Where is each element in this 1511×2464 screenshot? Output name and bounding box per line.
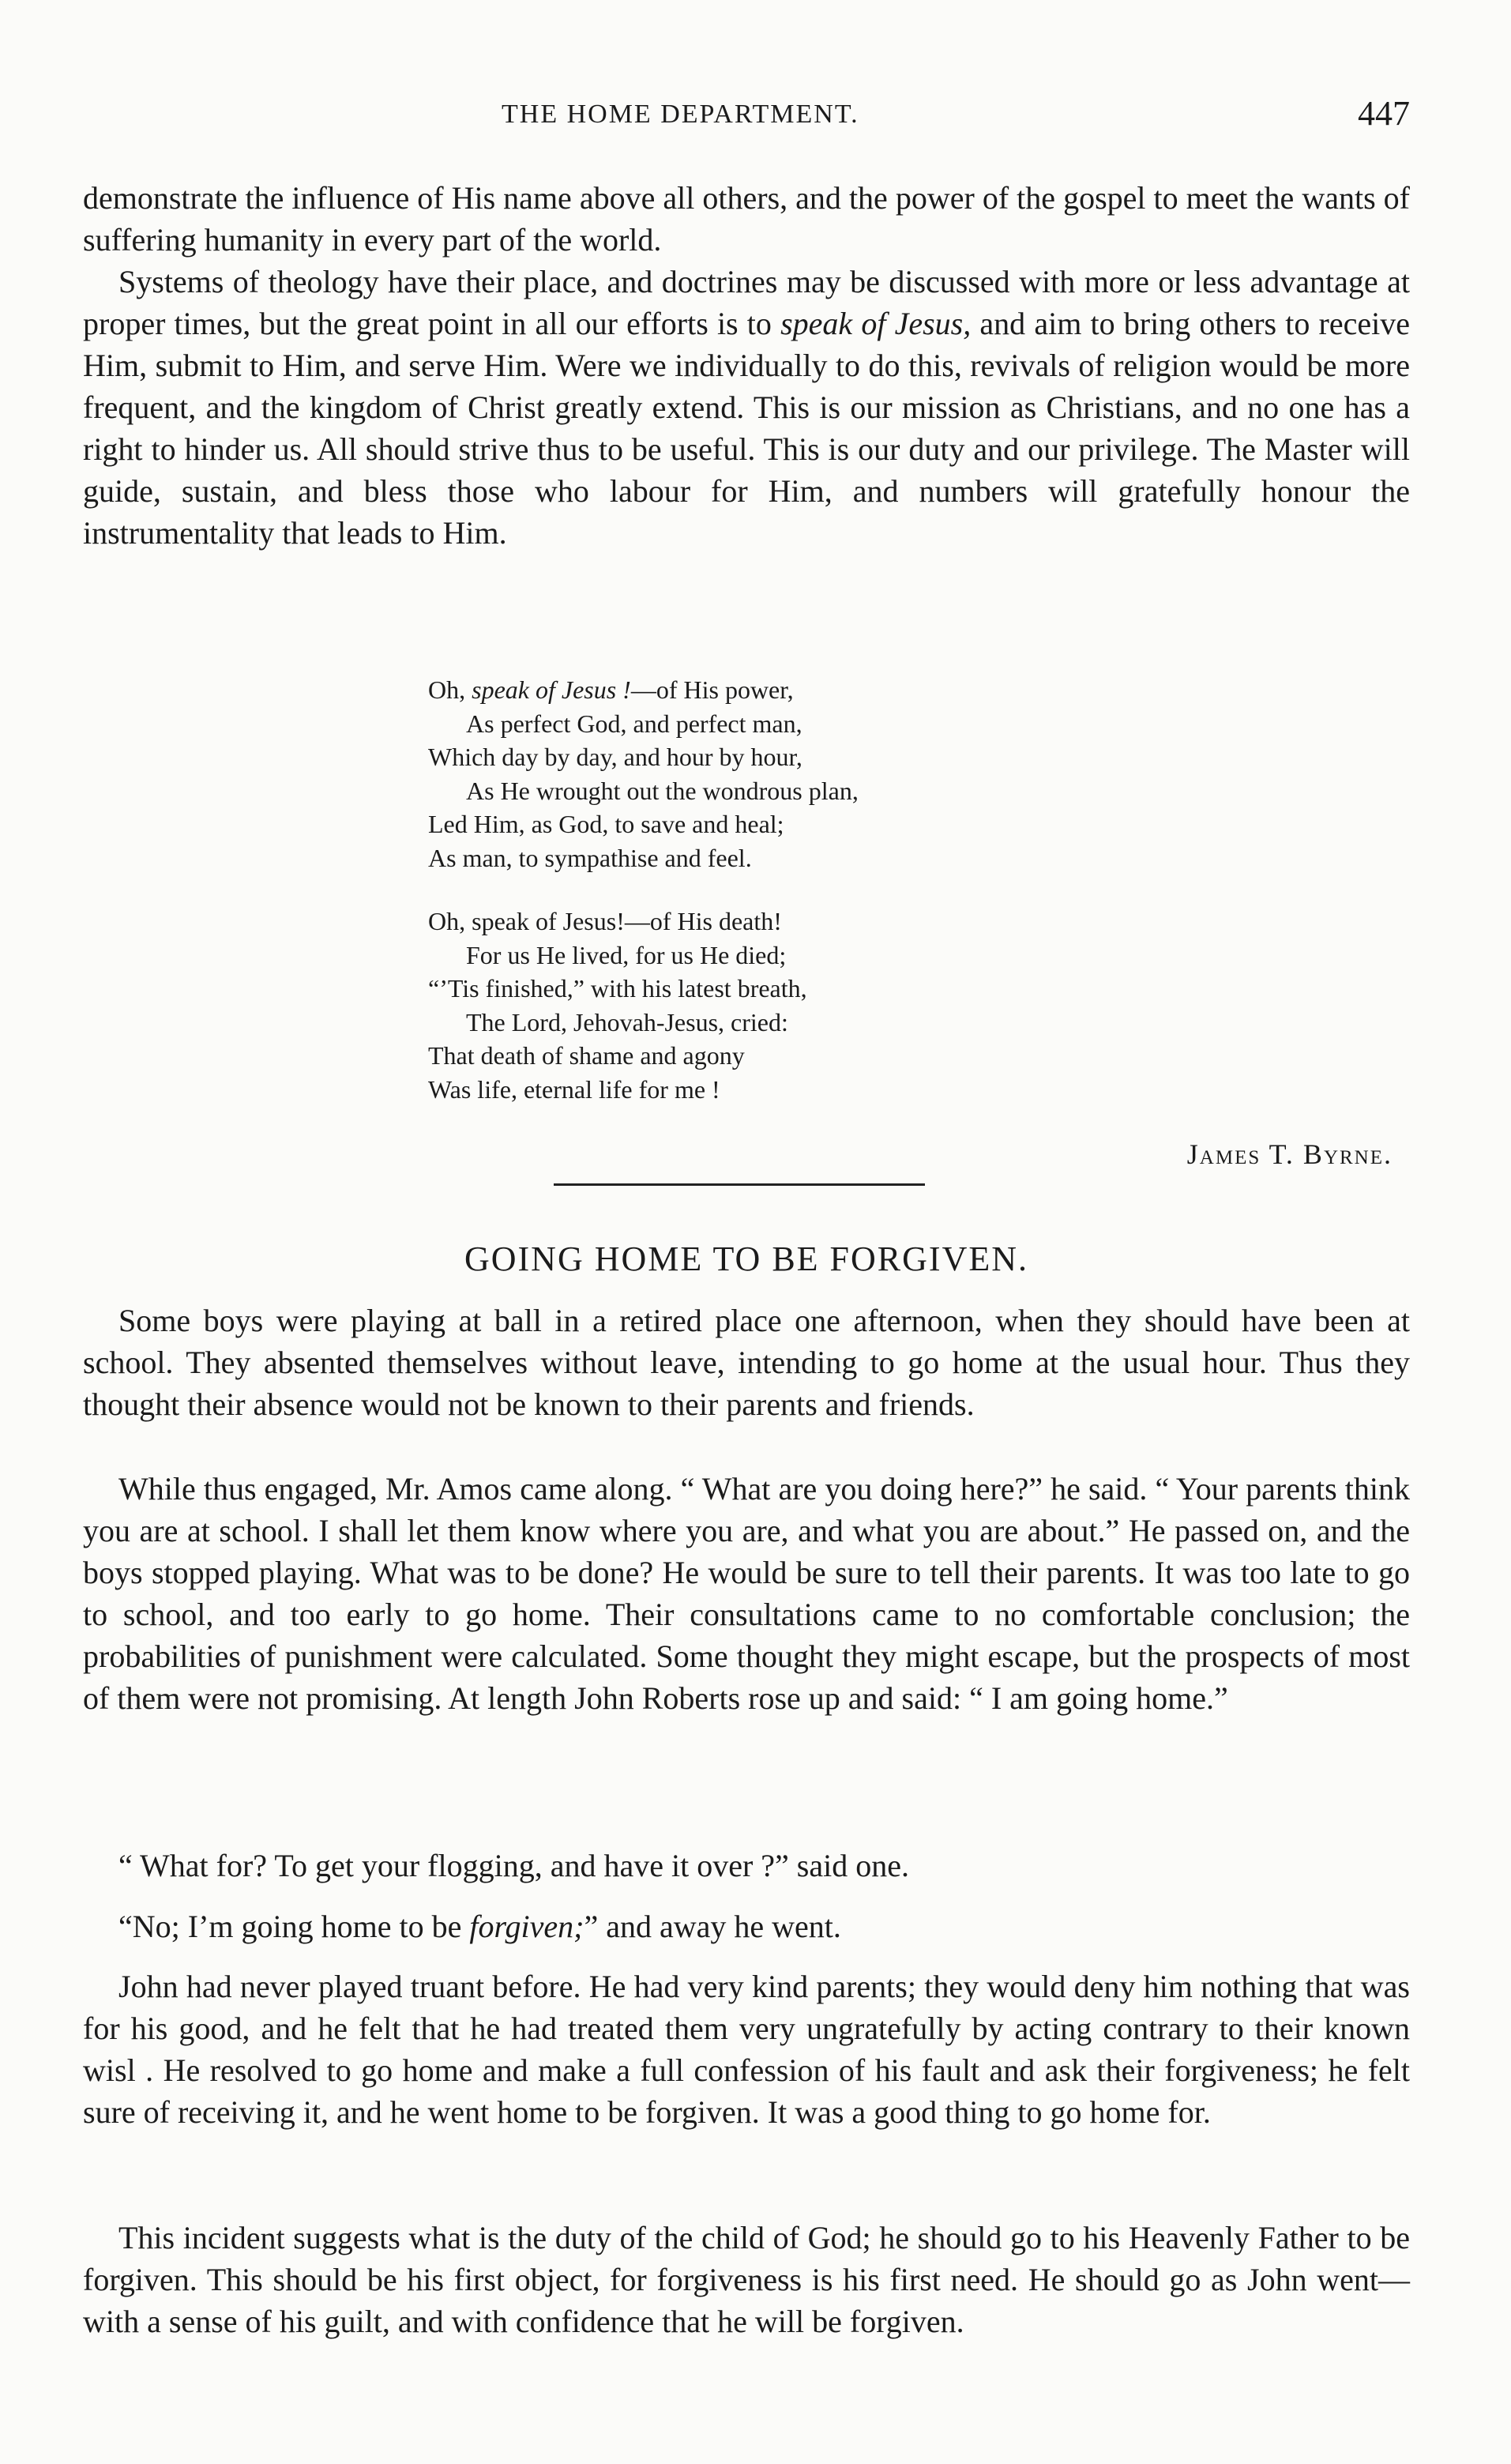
article1-p2-text-after: and aim to bring others to receive Him, submit to Him, and serve Him. Were we individually to do this, revivals of religion would be more frequent, and the kingdom of Christ greatly extend. This is our mission as Christians, and no one has a right to hinder us. All should strive thus to be useful. This is our duty and our privilege. The Master will guide, sustain, and bless those who labour for Him, and numbers will gratefully honour the instrumentality that leads to Him. <box>83 306 1411 551</box>
poem-line: For us He lived, for us He died; <box>466 940 787 969</box>
article2-paragraph-2: While thus engaged, Mr. Amos came along. “ What are you doing here?” he said. “ Your parents think you are at school. I shall let them know where you are, and what you are about.” He passed on, and the boys stopped playing. What was to be done? He would be sure to tell their parents. It was too late to go to school, and too early to go home. Their consultations came to no comfortable conclusion; the probabilities of punishment were calculated. Some thought they might escape, but the prospects of most of them were not promising. At length John Roberts rose up and said: “ I am going home.” <box>83 1471 1410 1716</box>
poem-line: Which day by day, and hour by hour, <box>428 743 802 771</box>
poem-author: James T. Byrne. <box>1186 1138 1393 1170</box>
page-header <box>83 93 1410 141</box>
poem-line: Oh, speak of Jesus!—of His death! <box>428 907 782 935</box>
article2-paragraph-3: “ What for? To get your flogging, and have it over ?” said one. <box>118 1848 909 1883</box>
article2-p4-text-after: ” and away he went. <box>584 1909 841 1944</box>
poem-line: Led Him, as God, to save and heal; <box>428 810 784 838</box>
poem-line: “’Tis finished,” with his latest breath, <box>428 974 807 1003</box>
poem-line: Was life, eternal life for me ! <box>428 1074 720 1104</box>
poem-line-text: Oh, <box>428 675 472 704</box>
page-number: 447 <box>1358 94 1410 133</box>
article1-p2-emphasis: speak of Jesus, <box>780 306 972 341</box>
article2-paragraph-6: This incident suggests what is the duty of the child of God; he should go to his Heavenly Father to be forgiven. This should be his first object, for forgiveness is his first need. He should go as John went—with a sense of his guilt, and with confidence that he will be forgiven. <box>83 2220 1410 2339</box>
poem-line: As perfect God, and perfect man, <box>466 709 802 738</box>
poem-stanza-1 <box>428 673 1139 875</box>
article-title: GOING HOME TO BE FORGIVEN. <box>464 1240 1029 1278</box>
poem-line: As He wrought out the wondrous plan, <box>466 776 859 805</box>
poem-line-text: —of His power, <box>630 675 794 704</box>
poem-line-emphasis: speak of Jesus ! <box>472 675 631 704</box>
article2-p4-text-before: “No; I’m going home to be <box>118 1909 470 1944</box>
running-head: THE HOME DEPARTMENT. <box>502 100 859 129</box>
article1-paragraph-1: demonstrate the influence of His name above all others, and the power of the gospel to meet the wants of suffering humanity in every part of the world. <box>83 180 1410 258</box>
poem-line <box>428 673 1139 707</box>
article2-p4-emphasis: forgiven; <box>469 1909 584 1944</box>
poem-stanza-2 <box>428 905 1139 1106</box>
article2-paragraph-1: Some boys were playing at ball in a retired place one afternoon, when they should have been at school. They absented themselves without leave, intending to go home at the usual hour. Thus they thought their absence would not be known to their parents and friends. <box>83 1303 1410 1422</box>
article2-paragraph-5: John had never played truant before. He had very kind parents; they would deny him nothing that was for his good, and he felt that he had treated them very ungratefully by acting contrary to their known wisl . He resolved to go home and make a full confession of his fault and ask their forgiveness; he felt sure of receiving it, and he went home to be forgiven. It was a good thing to go home for. <box>83 1969 1410 2130</box>
poem-line: As man, to sympathise and feel. <box>428 843 752 872</box>
article1-p2-text-before: Systems of theology have their place, and doctrines may be discussed with more or less advantage at proper times, but the great point in all our efforts is to <box>83 264 1410 341</box>
article1-paragraph-2 <box>83 261 1410 554</box>
book-page <box>83 0 1410 2464</box>
poem-line: The Lord, Jehovah-Jesus, cried: <box>466 1007 788 1036</box>
article2-paragraph-4 <box>83 1905 1410 1947</box>
section-divider <box>554 1183 925 1186</box>
poem-line: That death of shame and agony <box>428 1041 745 1070</box>
